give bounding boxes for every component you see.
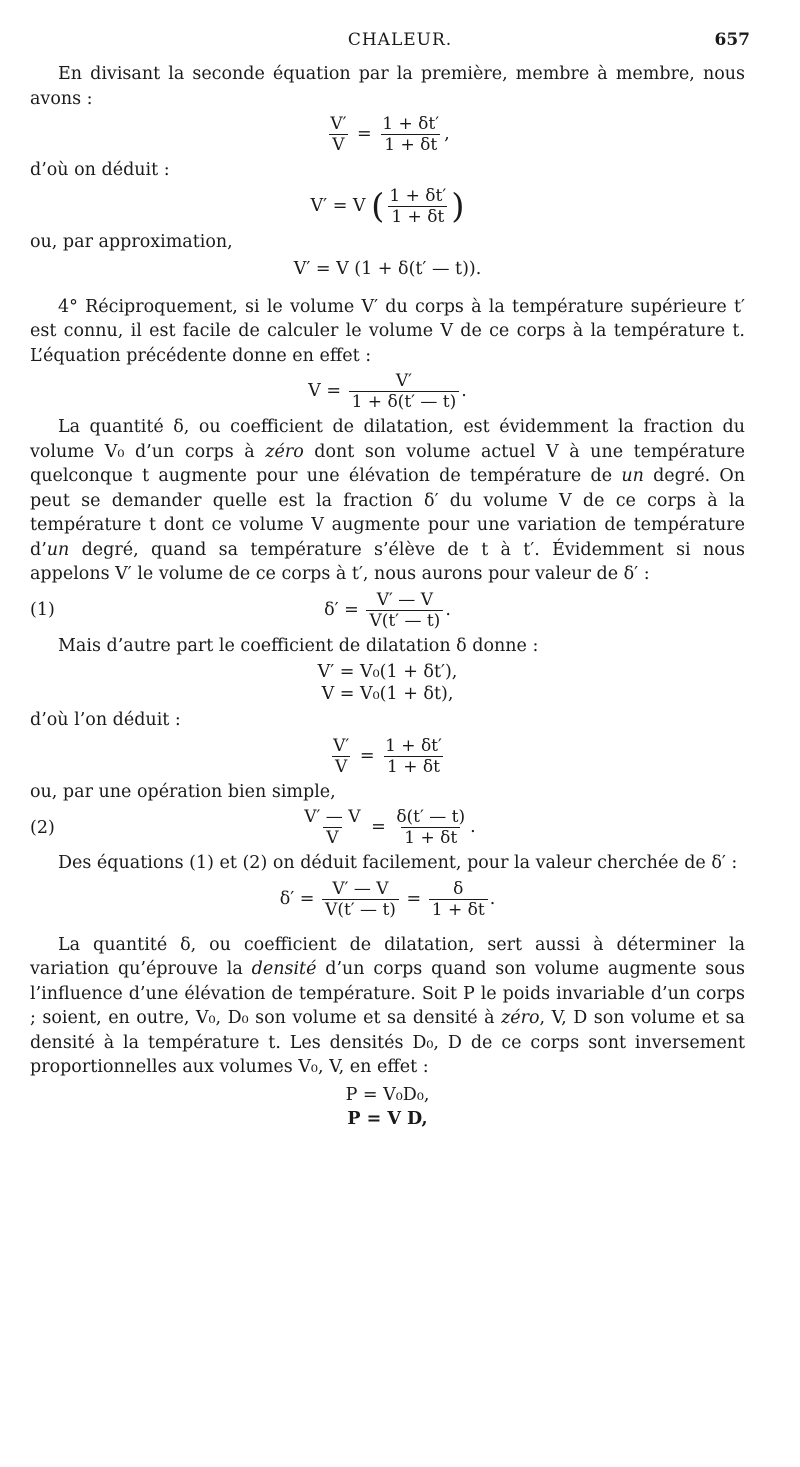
punctuation: . [445, 599, 451, 620]
equation-line: P = V D, [347, 1108, 428, 1129]
paragraph-4: 4° Réciproquement, si le volume V′ du corps à la température supérieure t′ est connu, il est facile de calculer le volume V de ce corps à la température t. L’équation précédente donne en effet : [30, 296, 745, 366]
denominator: 1 + δt [384, 756, 443, 777]
page-number: 657 [714, 30, 750, 50]
equals-sign: = [357, 124, 372, 144]
paragraph-2: d’où on déduit : [30, 160, 170, 180]
fraction [393, 807, 468, 848]
equation-text: V′ = V (1 + δ(t′ — t)). [293, 259, 482, 279]
equation-1 [30, 590, 745, 631]
equation-weight [30, 1083, 745, 1131]
punctuation: , [444, 124, 450, 144]
equals-sign: = [406, 888, 422, 909]
fraction [386, 186, 449, 227]
paragraph-9: Des équations (1) et (2) on déduit facilement, pour la valeur cherchée de δ′ : [58, 853, 738, 873]
numerator: δ [453, 878, 464, 899]
equation-ratio [30, 114, 745, 155]
equation-number: (1) [30, 599, 55, 620]
equation-line: V = V₀(1 + δt), [321, 684, 454, 704]
equation-lhs: δ′ = [324, 599, 359, 620]
punctuation: . [470, 817, 476, 837]
text-run: La quantité δ, ou coefficient de dilatation, sert aussi à déterminer la variation qu’éprouve la [30, 934, 745, 979]
numerator: δ(t′ — t) [396, 807, 466, 827]
italic-text: densité [251, 959, 317, 979]
paren-left: ( [371, 186, 385, 226]
page-header [0, 30, 800, 56]
punctuation: . [461, 381, 467, 401]
equals-sign: = [359, 745, 375, 766]
paragraph-1: En divisant la seconde équation par la première, membre à membre, nous avons : [30, 64, 745, 109]
text-run: degré. On peut se demander quelle est la fraction δ′ du volume V de ce corps à la température t dont ce volume V augmente pour une variation de température d’ [30, 466, 745, 560]
text-run: La quantité δ, ou coefficient de dilatation, est évidemment la fraction du volume V₀ d’un corps à [30, 417, 745, 462]
text-run: dont son volume actuel V à une température quelconque t augmente pour une élévation de température de [30, 441, 745, 486]
fraction [366, 590, 443, 631]
fraction [382, 736, 445, 777]
paragraph-6: Mais d’autre part le coefficient de dilatation δ donne : [58, 635, 539, 656]
fraction [429, 879, 488, 920]
denominator: V [332, 756, 350, 777]
text-run: , V, D son volume et sa densité à la température t. Les densités D₀, D de ce corps sont inversement proportionnelles aux volumes V₀, V, en effet : [30, 1008, 745, 1077]
fraction [327, 114, 349, 155]
text-run: d’un corps quand son volume augmente sous l’influence d’une élévation de température. Soit P le poids invariable d’un corps ; soient, en outre, V₀, D₀ son volume et sa densité à [30, 959, 746, 1028]
equation-2-row [30, 807, 745, 848]
numerator: V′ [330, 114, 347, 134]
denominator: 1 + δ(t′ — t) [349, 391, 460, 412]
numerator: 1 + δt′ [385, 735, 442, 756]
equation-delta-prime [30, 879, 745, 920]
denominator: V [323, 827, 341, 848]
numerator: V′ — V [332, 878, 389, 899]
denominator: V(t′ — t) [322, 899, 399, 920]
italic-text: zéro [265, 441, 304, 462]
fraction [330, 736, 352, 777]
punctuation: . [489, 888, 496, 909]
fraction [301, 807, 363, 848]
italic-text: zéro [501, 1008, 540, 1028]
equation-1-row [30, 590, 745, 631]
denominator: 1 + δt [429, 899, 488, 920]
text-run: degré, quand sa température s’élève de t à t′. Évidemment si nous appelons V′ le volume de ce corps à t′, nous aurons pour valeur de δ′ : [30, 539, 745, 584]
equation-lhs: δ′ = [279, 888, 315, 909]
numerator: V′ [395, 371, 412, 391]
paragraph-8: ou, par une opération bien simple, [30, 781, 336, 802]
paragraph-5 [30, 415, 745, 587]
numerator: 1 + δt′ [389, 185, 447, 206]
numerator: 1 + δt′ [382, 114, 440, 134]
equation-lhs: V′ = V [310, 195, 366, 216]
equation-ratio-2 [30, 736, 745, 777]
italic-text: un [46, 539, 70, 560]
equation-number: (2) [30, 817, 55, 838]
fraction [322, 879, 399, 920]
numerator: V′ — V [376, 589, 433, 610]
equation-line: P = V₀D₀, [345, 1084, 430, 1105]
italic-text: un [621, 466, 644, 486]
equation-dilatation [30, 661, 745, 705]
running-title: CHALEUR. [347, 30, 453, 50]
page-body [30, 62, 745, 1134]
equation-2 [30, 807, 745, 848]
numerator: V′ [333, 735, 350, 756]
equation-v [30, 371, 745, 412]
denominator: 1 + δt [401, 827, 460, 848]
equation-v-prime [30, 186, 745, 227]
denominator: 1 + δt [381, 134, 440, 155]
denominator: V [329, 134, 347, 155]
fraction [349, 371, 460, 412]
paragraph-3: ou, par approximation, [30, 231, 233, 252]
equation-approximation [30, 257, 745, 282]
paragraph-7: d’où l’on déduit : [30, 710, 181, 730]
equals-sign: = [371, 817, 386, 837]
denominator: 1 + δt [388, 206, 447, 227]
paragraph-10 [30, 933, 745, 1080]
paren-right: ) [451, 186, 465, 226]
denominator: V(t′ — t) [366, 610, 443, 631]
numerator: V′ — V [304, 807, 361, 827]
equation-line: V′ = V₀(1 + δt′), [317, 662, 458, 682]
fraction [379, 114, 442, 155]
equation-lhs: V = [308, 381, 341, 401]
